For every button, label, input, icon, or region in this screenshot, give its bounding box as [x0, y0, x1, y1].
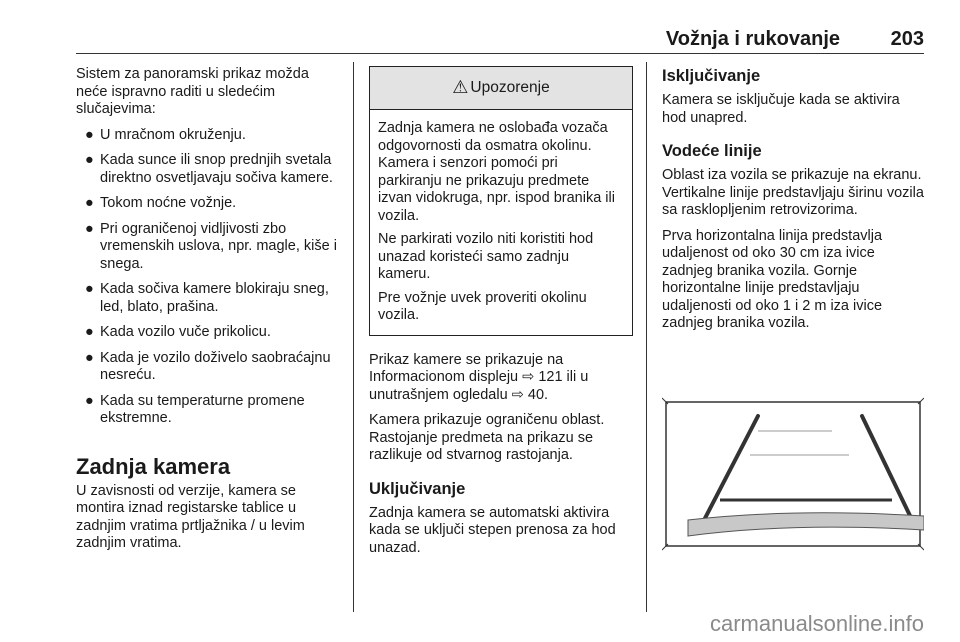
bullet-icon: ●	[85, 324, 94, 340]
subsection-title: Vodeće linije	[662, 142, 762, 160]
list-item: ● Kada su temperaturne promene ekstremne.	[85, 392, 305, 426]
bullet-icon: ●	[85, 392, 94, 409]
warning-paragraph: Zadnja kamera ne oslobađa vozača odgovornosti da osmatra okolinu. Kamera i senzori pomoći pri parkiranju ne prikazuju predmete izvan vidokruga, npr. ispod branika ili vozila.	[378, 120, 615, 224]
page-header	[76, 28, 924, 50]
list-item: ● Pri ograničenoj vidljivosti zbo vremenskih uslova, npr. magle, kiše i snega.	[85, 220, 337, 272]
column-divider-1	[353, 62, 354, 612]
list-item: ● Kada sočiva kamere blokiraju sneg, led, blato, prašina.	[85, 281, 329, 315]
list-item: ● U mračnom okruženju.	[85, 126, 246, 143]
warning-title: Upozorenje	[470, 79, 550, 97]
subsection-title: Uključivanje	[369, 479, 466, 498]
subsection-title: Isključivanje	[662, 67, 761, 85]
guide-lines-paragraph: Prva horizontalna linija predstavlja udaljenost od oko 30 cm iza ivice zadnjeg branika vozila. Gornje horizontalne linije predstavljaju udaljenosti od oko 1 i 2 m iza ivice zadnjeg branika vozila.	[662, 227, 883, 331]
page-reference-arrow-icon: ⇨	[522, 369, 535, 385]
column-2	[369, 66, 633, 565]
header-rule	[76, 53, 924, 54]
warning-box	[369, 66, 633, 336]
camera-guidelines-illustration	[662, 396, 924, 552]
left-guide-line	[702, 416, 758, 524]
limited-area-paragraph: Kamera prikazuje ograničenu oblast. Rastojanje predmeta na prikazu se razlikuje od stvarnog rastojanja.	[369, 412, 605, 463]
page-ref-link[interactable]: 40	[527, 386, 545, 403]
column-divider-2	[646, 62, 647, 612]
page-number: 203	[890, 28, 924, 50]
footer-watermark: carmanualsonline.info	[709, 611, 924, 636]
guide-lines-paragraph: Oblast iza vozila se prikazuje na ekranu. Vertikalne linije predstavljaju širinu vozila sa rasklopljenim retrovizorima.	[662, 167, 924, 218]
frame-corner-tick	[662, 398, 668, 404]
subsection-text: Kamera se isključuje kada se aktivira hod unapred.	[662, 92, 900, 126]
right-guide-line	[862, 416, 914, 524]
warning-triangle-icon: ⚠	[452, 77, 469, 98]
bullet-icon: ●	[85, 220, 94, 237]
bullet-icon: ●	[85, 195, 94, 211]
guidelines-svg	[662, 396, 924, 552]
frame-corner-tick	[662, 544, 668, 550]
column-1	[76, 66, 338, 561]
display-paragraph: Prikaz kamere se prikazuje na Informacionom displeju ⇨ 121 ili u unutrašnjem ogledalu ⇨ 40.	[369, 351, 589, 403]
page-ref-link[interactable]: 121	[538, 369, 563, 385]
list-item: ● Kada je vozilo doživelo saobraćajnu nesreću.	[85, 349, 331, 383]
intro-text: Sistem za panoramski prikaz možda neće ispravno raditi u sledećim slučajevima:	[76, 66, 309, 117]
frame-corner-tick	[918, 398, 924, 404]
subsection-text: Zadnja kamera se automatski aktivira kada se uključi stepen prenosa za hod unazad.	[369, 504, 616, 556]
list-item: ● Tokom noćne vožnje.	[85, 195, 237, 211]
header-title: Vožnja i rukovanje	[665, 28, 840, 50]
section-title: Zadnja kamera	[76, 453, 231, 479]
warning-paragraph: Ne parkirati vozilo niti koristiti hod unazad koristeći samo zadnju kameru.	[378, 231, 594, 282]
warning-header	[370, 67, 632, 110]
list-item: ● Kada vozilo vuče prikolicu.	[85, 324, 271, 340]
bullet-icon: ●	[85, 349, 94, 366]
condition-list	[76, 127, 338, 428]
bullet-icon: ●	[85, 152, 94, 168]
section-text: U zavisnosti od verzije, kamera se montira iznad registarske tablice u zadnjim vratima prtljažnika / u levim zadnjim vratima.	[76, 482, 305, 551]
warning-body	[370, 110, 632, 335]
column-3	[662, 66, 926, 341]
bullet-icon: ●	[85, 281, 94, 297]
frame-corner-tick	[918, 544, 924, 550]
rear-bumper-shape	[688, 513, 924, 536]
list-item: ● Kada sunce ili snop prednjih svetala direktno osvetljavaju sočiva kamere.	[85, 152, 333, 186]
bullet-icon: ●	[85, 126, 94, 143]
page-reference-arrow-icon: ⇨	[511, 386, 524, 403]
warning-paragraph: Pre vožnje uvek proveriti okolinu vozila.	[378, 289, 587, 323]
